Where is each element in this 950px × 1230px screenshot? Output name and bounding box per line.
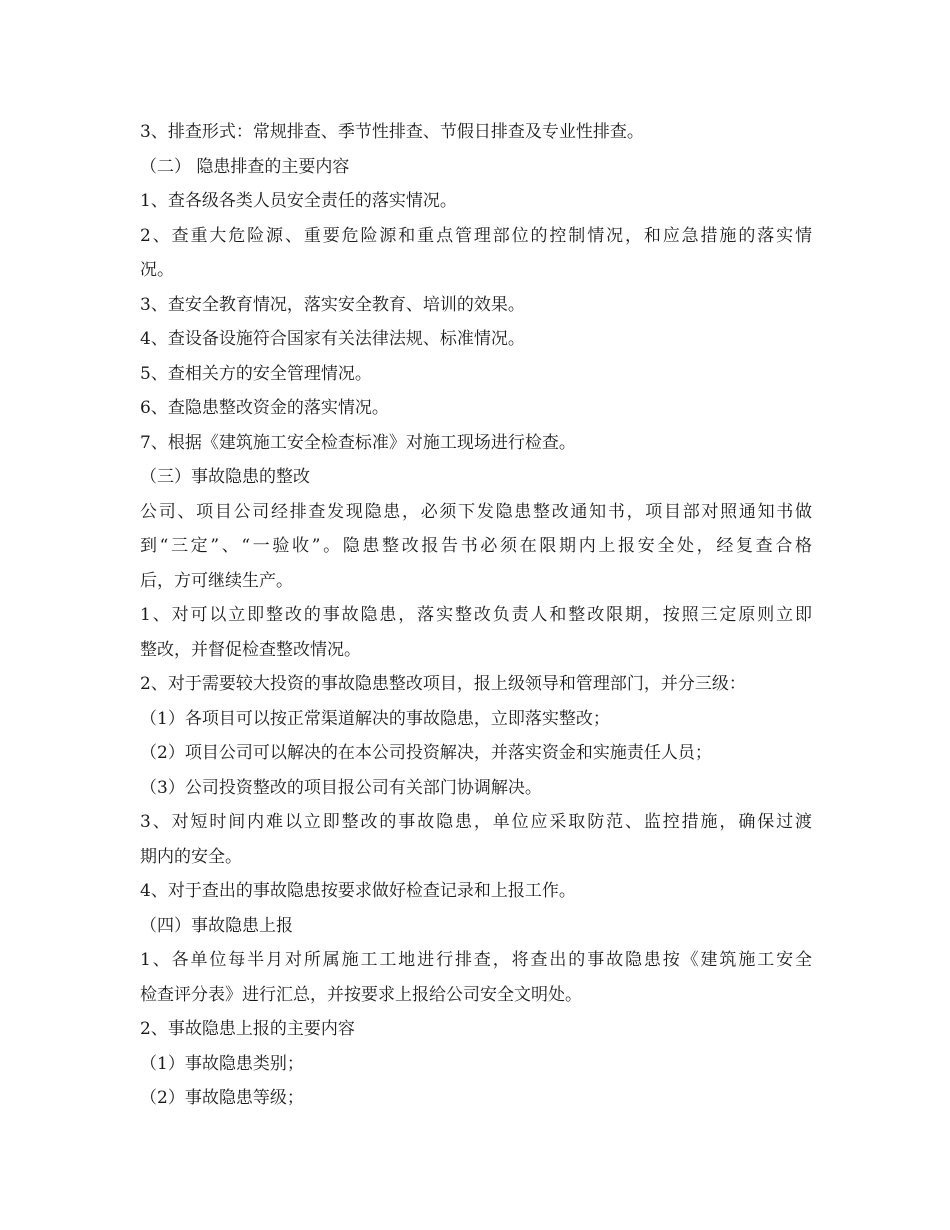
paragraph-line: 整改，并督促检查整改情况。 [140, 639, 361, 660]
paragraph-line: 2、查重大危险源、重要危险源和重点管理部位的控制情况，和应急措施的落实情 [140, 225, 812, 246]
paragraph-line: 4、对于查出的事故隐患按要求做好检查记录和上报工作。 [140, 881, 576, 901]
paragraph-line: 况。 [140, 260, 174, 280]
paragraph-line: 2、事故隐患上报的主要内容 [140, 1019, 355, 1039]
paragraph-line: 1、对可以立即整改的事故隐患，落实整改负责人和整改限期，按照三定原则立即 [140, 605, 812, 625]
document-body [140, 115, 812, 1116]
paragraph-line: 6、查隐患整改资金的落实情况。 [140, 398, 389, 418]
paragraph-line: 5、查相关方的安全管理情况。 [140, 363, 372, 384]
list-item: （2）事故隐患等级； [140, 1088, 304, 1108]
section-heading: （二） 隐患排查的主要内容 [140, 156, 350, 177]
section-heading: （四）事故隐患上报 [140, 915, 293, 936]
paragraph-line: 4、查设备设施符合国家有关法律法规、标准情况。 [140, 329, 525, 349]
paragraph-line: 期内的安全。 [140, 846, 242, 867]
list-item: （1）事故隐患类别； [140, 1053, 304, 1074]
paragraph-line: 3、排查形式：常规排查、季节性排查、节假日排查及专业性排查。 [140, 122, 644, 142]
paragraph-line: 后，方可继续生产。 [140, 570, 293, 591]
paragraph-line: 1、各单位每半月对所属施工工地进行排查，将查出的事故隐患按《建筑施工安全 [140, 950, 812, 970]
paragraph-line: 1、查各级各类人员安全责任的落实情况。 [140, 191, 457, 211]
list-item: （1）各项目可以按正常渠道解决的事故隐患，立即落实整改； [140, 708, 610, 729]
paragraph-line: 检查评分表》进行汇总，并按要求上报给公司安全文明处。 [140, 984, 582, 1005]
paragraph-line: 到“三定”、“一验收”。隐患整改报告书必须在限期内上报安全处，经复查合格 [140, 536, 812, 556]
paragraph-line: 公司、项目公司经排查发现隐患，必须下发隐患整改通知书，项目部对照通知书做 [140, 501, 812, 522]
list-item: （3）公司投资整改的项目报公司有关部门协调解决。 [140, 777, 542, 798]
paragraph-line: 3、对短时间内难以立即整改的事故隐患，单位应采取防范、监控措施，确保过渡 [140, 812, 812, 832]
section-heading: （三）事故隐患的整改 [140, 467, 310, 487]
paragraph-line: 7、根据《建筑施工安全检查标准》对施工现场进行检查。 [140, 432, 576, 453]
paragraph-line: 3、查安全教育情况，落实安全教育、培训的效果。 [140, 294, 525, 315]
list-item: （2）项目公司可以解决的在本公司投资解决，并落实资金和实施责任人员； [140, 743, 712, 763]
paragraph-line: 2、对于需要较大投资的事故隐患整改项目，报上级领导和管理部门，并分三级： [140, 674, 746, 694]
